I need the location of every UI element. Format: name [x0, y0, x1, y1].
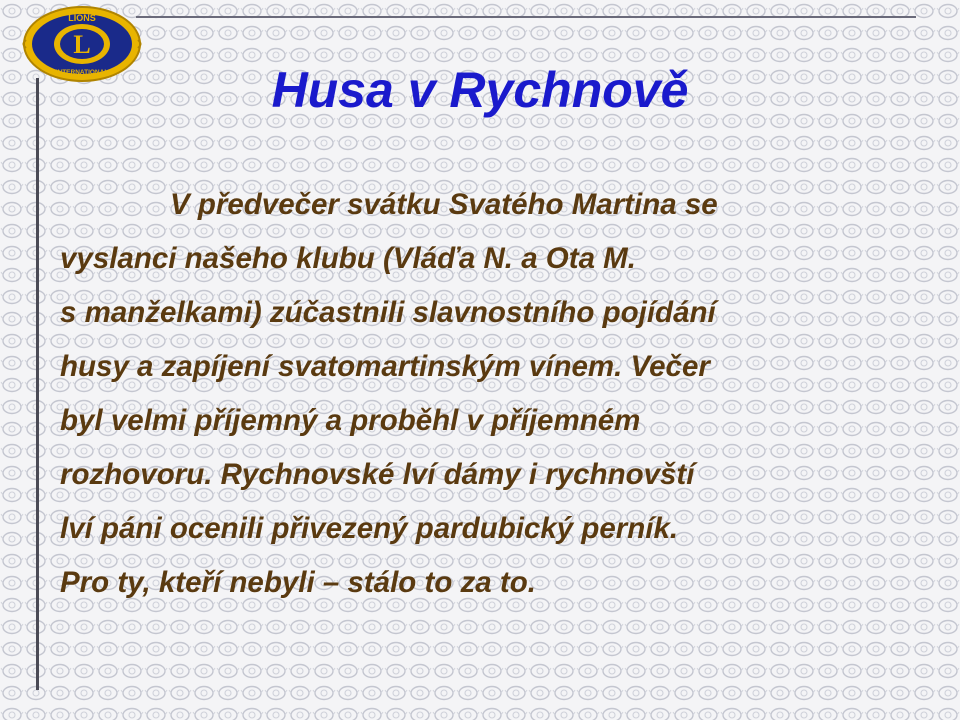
logo-top-text: LIONS [68, 13, 96, 23]
logo-bottom-text: INTERNATIONAL [55, 69, 109, 76]
paragraph-line: V předvečer svátku Svatého Martina se [170, 188, 718, 221]
paragraph-line: byl velmi příjemný a proběhl v příjemném [60, 404, 641, 437]
paragraph-line: Pro ty, kteří nebyli – stálo to za to. [60, 566, 536, 599]
top-divider [136, 16, 916, 18]
paragraph-line: vyslanci našeho klubu (Vláďa N. a Ota M. [60, 242, 636, 275]
paragraph-line: lví páni ocenili přivezený pardubický perník. [60, 512, 679, 545]
paragraph-line: s manželkami) zúčastnili slavnostního pojídání [60, 296, 716, 329]
paragraph-line: rozhovoru. Rychnovské lví dámy i rychnovští [60, 458, 695, 491]
slide-title: Husa v Rychnově [271, 62, 689, 118]
logo-letter: L [73, 30, 91, 59]
slide-body-paragraph [60, 178, 920, 610]
paragraph-line: husy a zapíjení svatomartinským vínem. Večer [60, 350, 710, 383]
left-divider [36, 78, 39, 690]
